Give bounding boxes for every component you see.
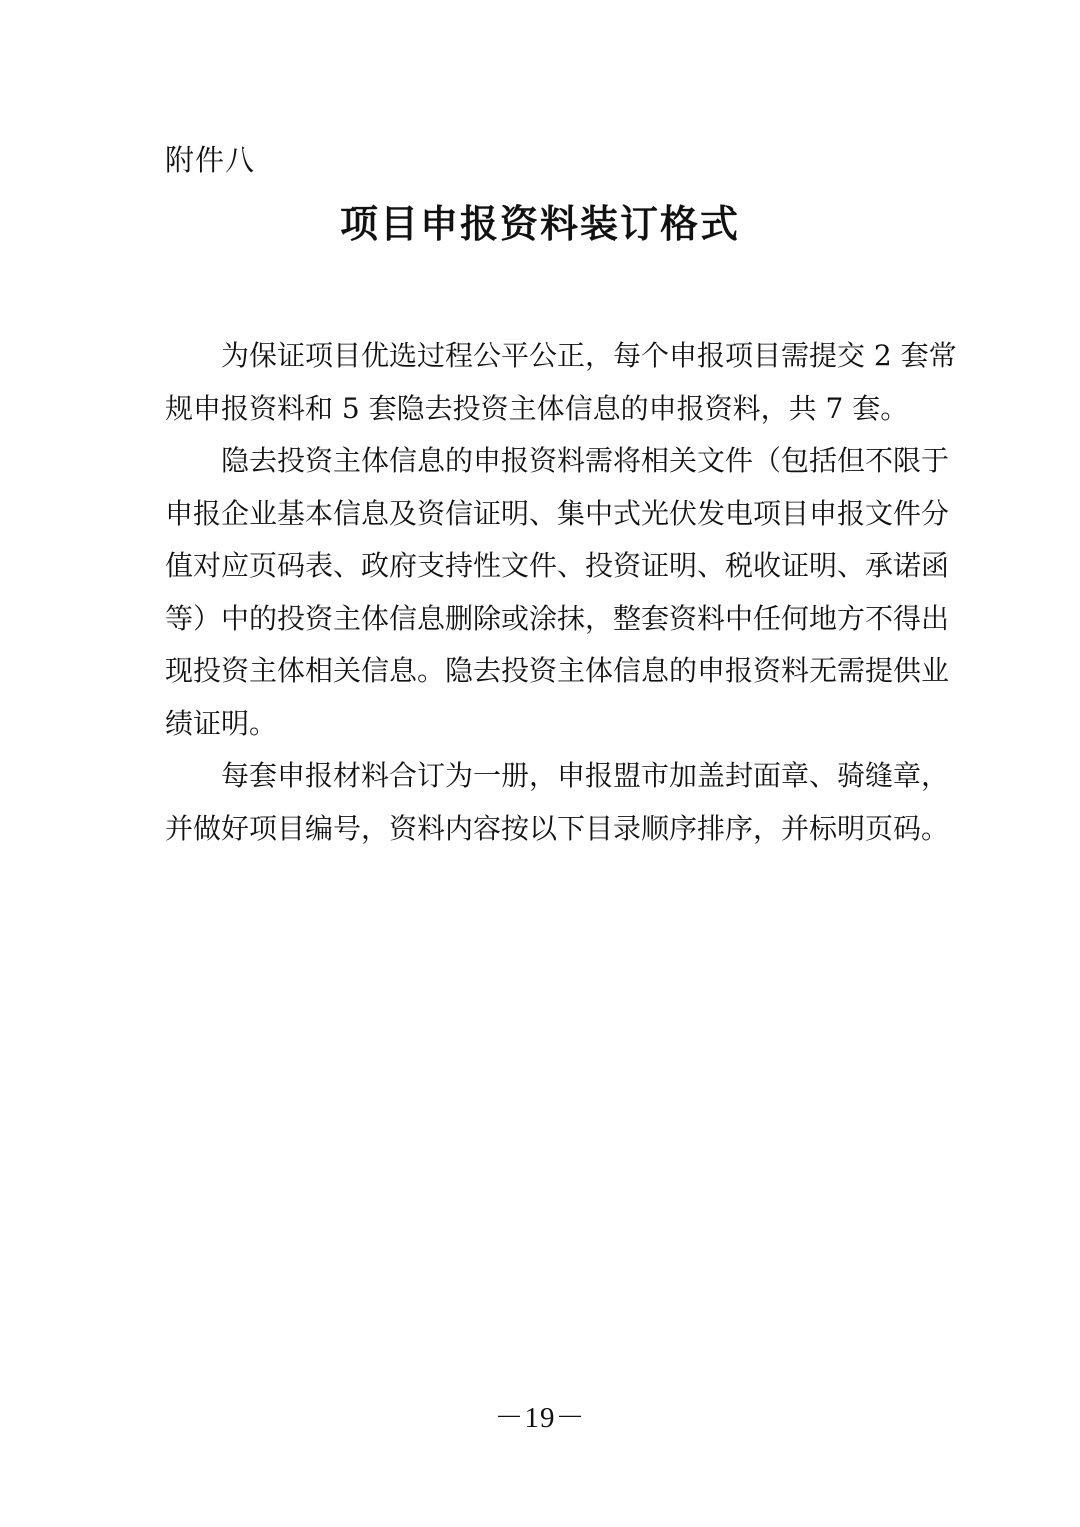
document-body (165, 330, 957, 855)
paragraph-line: 规申报资料和 5 套隐去投资主体信息的申报资料，共 7 套。 (165, 391, 909, 425)
paragraph-line: 隐去投资主体信息的申报资料需将相关文件（包括但不限于 (221, 444, 950, 477)
paragraph-line: 为保证项目优选过程公平公正，每个申报项目需提交 2 套常 (221, 339, 957, 372)
paragraph-line: 等）中的投资主体信息删除或涂抹，整套资料中任何地方不得出 (165, 601, 950, 635)
paragraph-line: 绩证明。 (165, 706, 278, 740)
paragraph-2 (165, 435, 950, 750)
paragraph-line: 现投资主体相关信息。隐去投资主体信息的申报资料无需提供业 (165, 654, 950, 687)
paragraph-line: 并做好项目编号，资料内容按以下目录顺序排序，并标明页码。 (165, 811, 950, 845)
paragraph-line: 值对应页码表、政府支持性文件、投资证明、税收证明、承诺函 (165, 549, 950, 582)
document-title: 项目申报资料装订格式 (339, 202, 740, 246)
paragraph-line: 每套申报材料合订为一册，申报盟市加盖封面章、骑缝章， (221, 759, 950, 792)
page-number: －19－ (494, 1402, 586, 1434)
paragraph-1 (165, 330, 957, 435)
paragraph-3 (165, 750, 950, 855)
paragraph-line: 申报企业基本信息及资信证明、集中式光伏发电项目申报文件分 (165, 496, 950, 530)
attachment-label: 附件八 (165, 143, 256, 177)
